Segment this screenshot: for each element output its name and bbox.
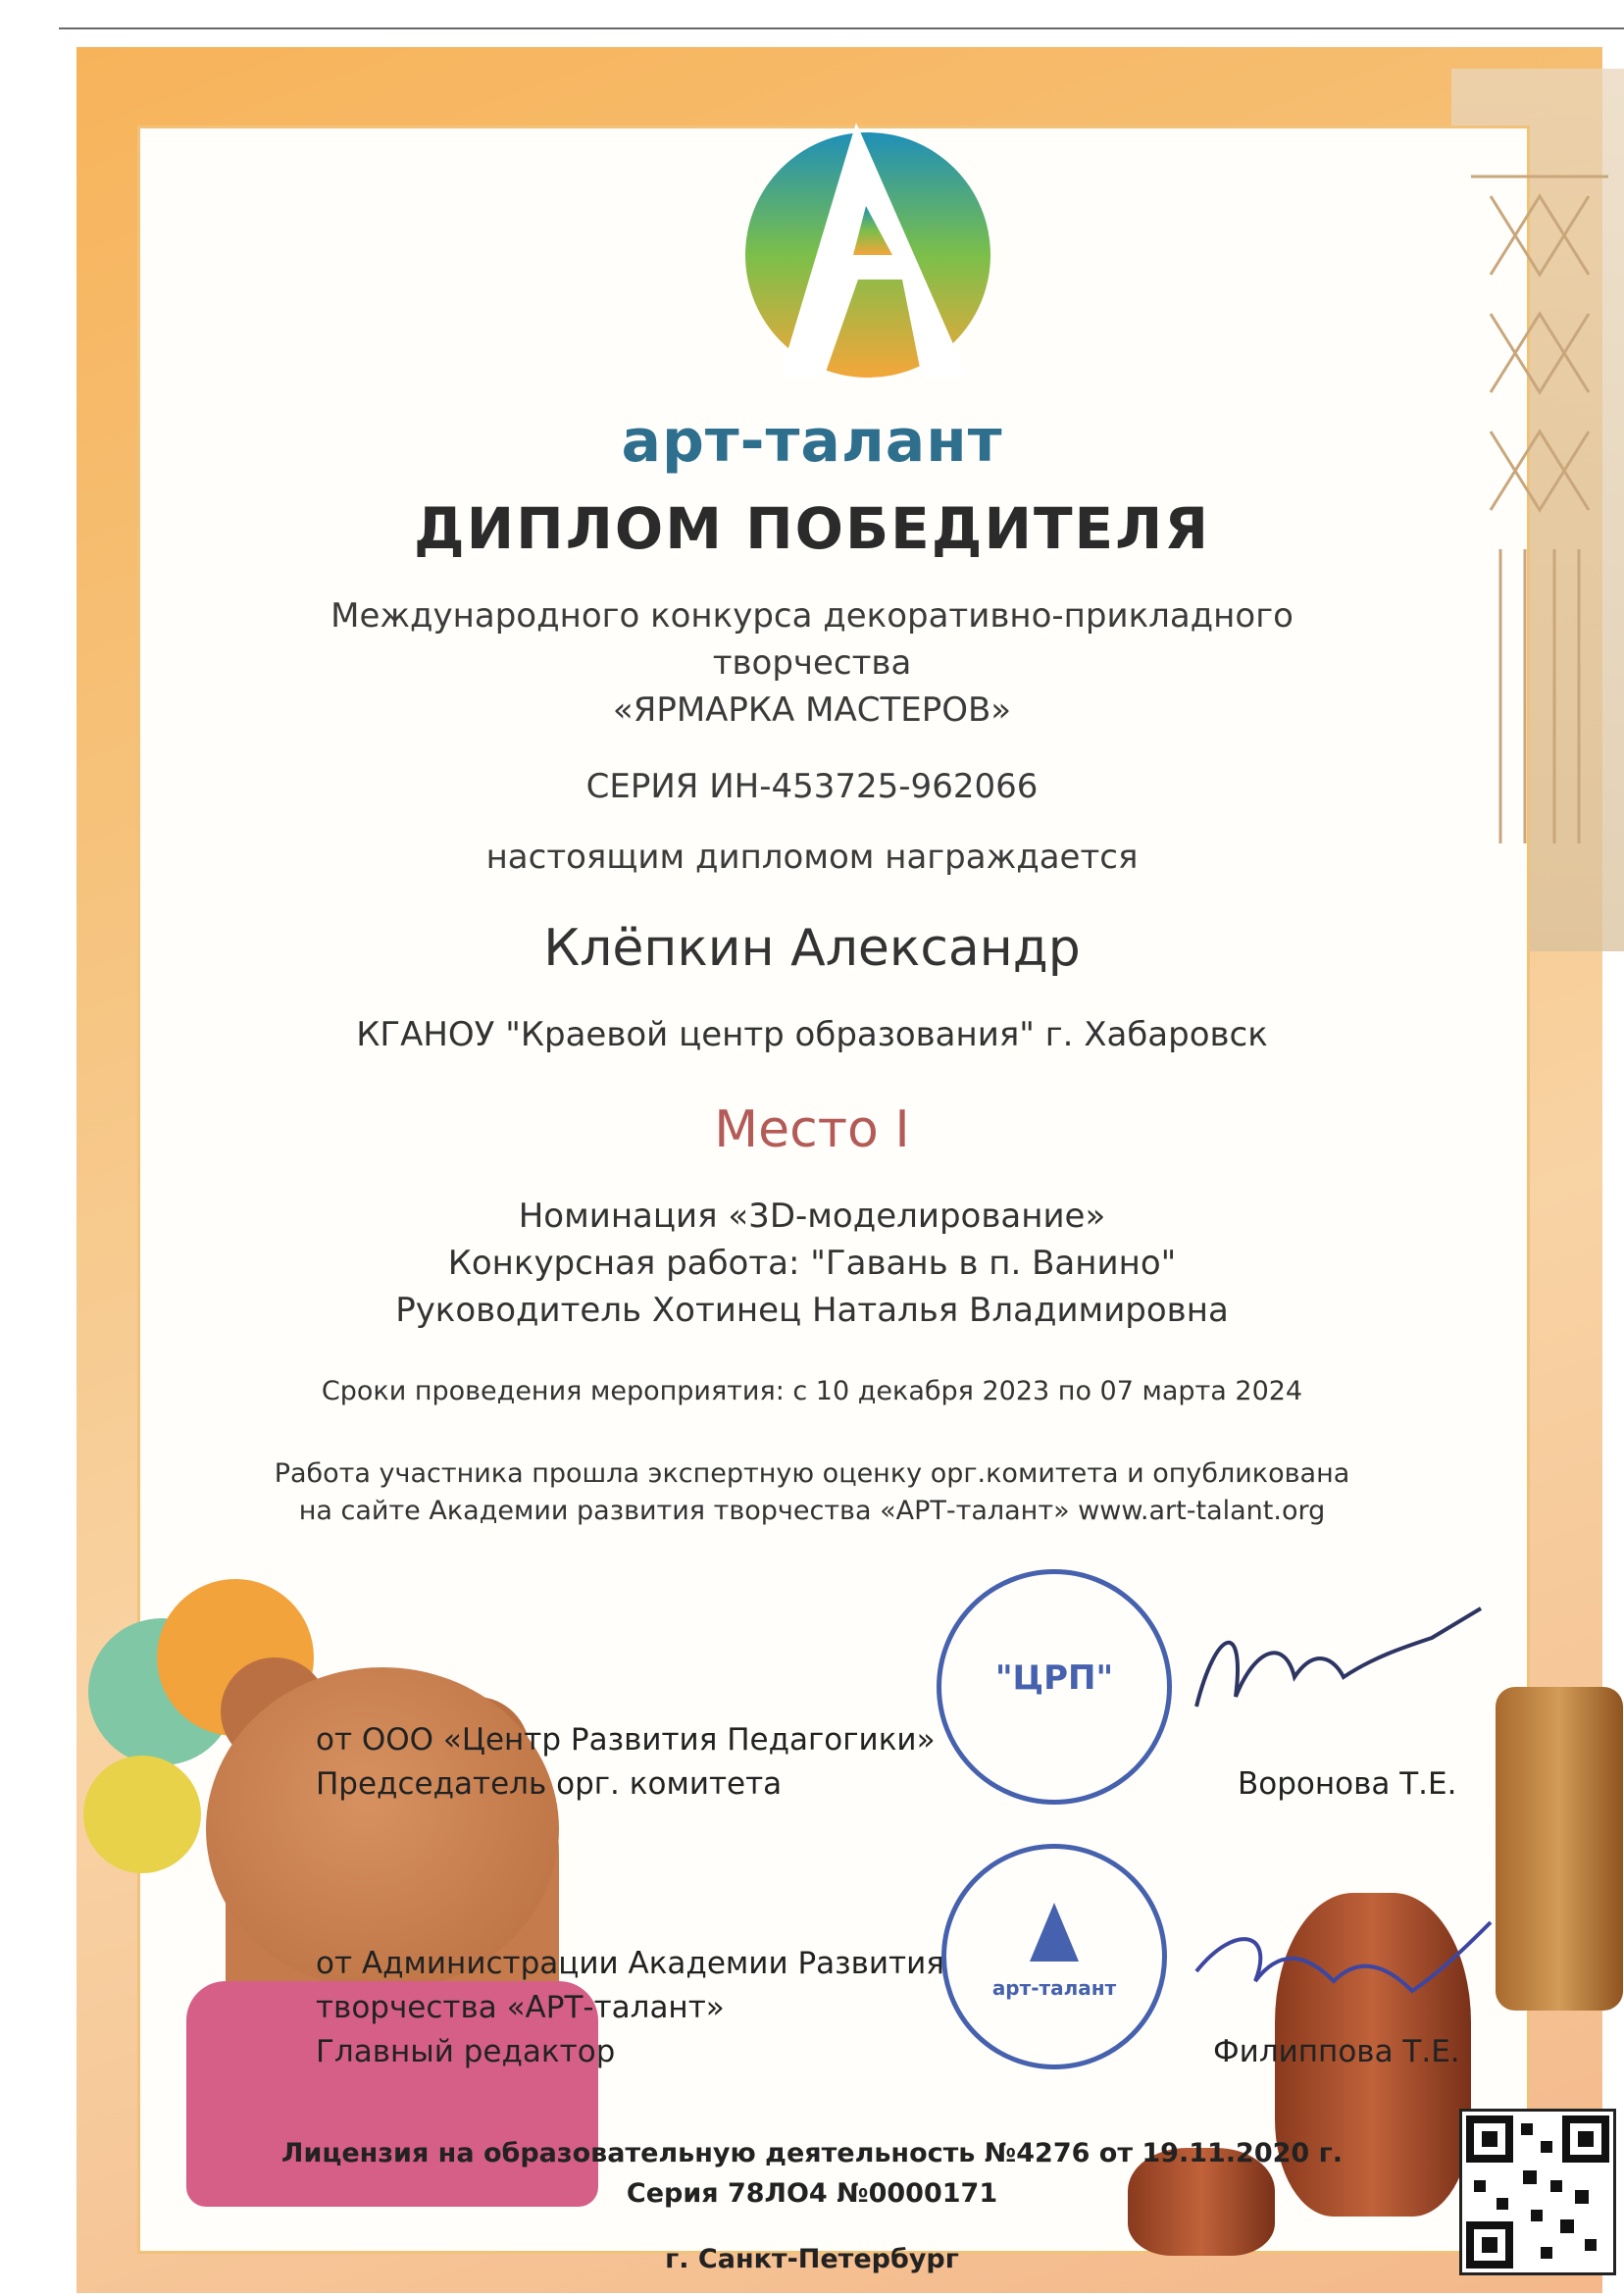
qr-code-icon [1459,2109,1616,2275]
event-dates: Сроки проведения мероприятия: с 10 декабря 2023 по 07 марта 2024 [321,1376,1303,1406]
contest-name: «ЯРМАРКА МАСТЕРОВ» [612,690,1012,730]
recipient-organization: КГАНОУ "Краевой центр образования" г. Хабаровск [356,1015,1268,1054]
city-text: г. Санкт-Петербург [665,2244,959,2274]
publication-line-1: Работа участника прошла экспертную оценку орг.комитета и опубликована [274,1458,1350,1489]
recipient-name: Клёпкин Александр [543,919,1081,978]
signer2-line-1: от Администрации Академии Развития [316,1946,944,1981]
signer2-line-3: Главный редактор [316,2034,616,2069]
signature-filippova [1177,1903,1510,2050]
signer1-name: Воронова Т.Е. [1238,1766,1457,1802]
signature-voronova [1177,1589,1500,1736]
art-talant-stamp-text: арт-талант [991,1976,1117,2000]
subtitle-line-2: творчества [712,643,912,683]
awarded-text: настоящим дипломом награждается [485,838,1139,877]
publication-line-2: на сайте Академии развития творчества «АРТ-талант» www.art-talant.org [298,1496,1326,1526]
supervisor-name: Руководитель Хотинец Наталья Владимировна [395,1291,1229,1330]
place-award: Место I [714,1100,910,1159]
license-text: Лицензия на образовательную деятельность №4276 от 19.11.2020 г. [281,2138,1343,2168]
brand-name: арт-талант [621,407,1003,476]
scan-edge-line [59,27,1624,29]
crp-stamp-text: "ЦРП" [994,1658,1114,1698]
crp-stamp [937,1569,1172,1805]
nomination-text: Номинация «3D-моделирование» [518,1197,1106,1236]
signer2-name: Филиппова Т.Е. [1213,2034,1460,2069]
signer1-line-1: от ООО «Центр Развития Педагогики» [316,1722,936,1758]
yarn-ball-decoration [83,1756,201,1873]
diploma-title: ДИПЛОМ ПОБЕДИТЕЛЯ [413,495,1210,562]
wooden-box-decoration [1496,1687,1623,2011]
contest-work-title: Конкурсная работа: "Гавань в п. Ванино" [447,1244,1177,1283]
series-number: СЕРИЯ ИН-453725-962066 [585,767,1039,806]
art-talant-stamp [941,1844,1167,2069]
art-talant-logo-icon [740,113,995,392]
signer2-line-2: творчества «АРТ-талант» [316,1990,725,2025]
license-series: Серия 78ЛО4 №0000171 [626,2178,998,2209]
stamp-logo-icon [1030,1903,1079,1962]
subtitle-line-1: Международного конкурса декоративно-прикладного [330,596,1294,636]
signer1-line-2: Председатель орг. комитета [316,1766,783,1802]
